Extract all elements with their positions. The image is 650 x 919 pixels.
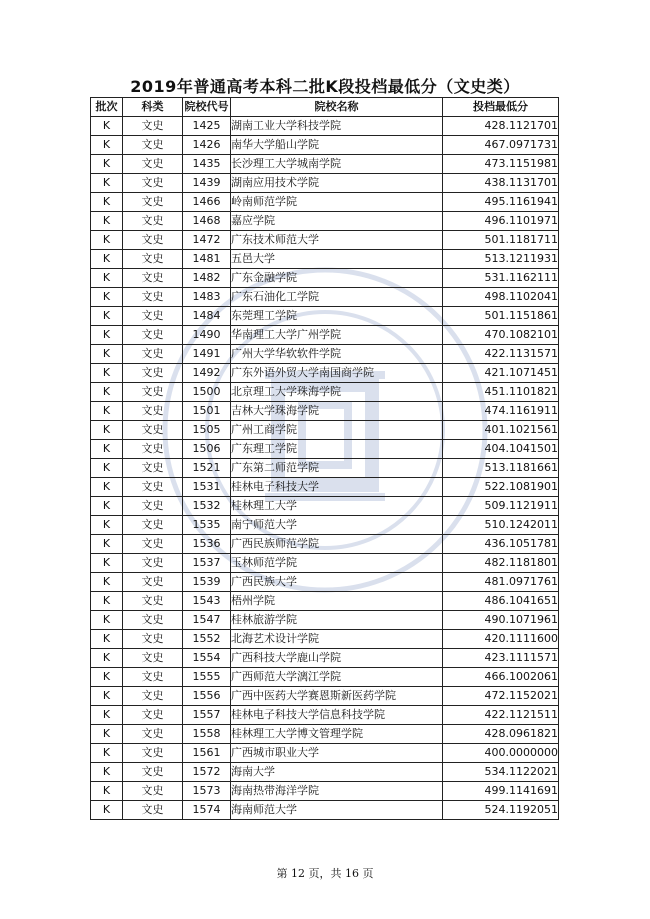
school-name-cell: 广西中医药大学赛恩斯新医药学院 xyxy=(231,687,443,706)
school-name-cell: 北海艺术设计学院 xyxy=(231,630,443,649)
table-row xyxy=(91,706,559,725)
batch-cell: K xyxy=(91,250,123,269)
score-table xyxy=(90,97,559,820)
table-row xyxy=(91,573,559,592)
min-score-cell: 467.0971731 xyxy=(443,136,559,155)
school-name-cell: 广东金融学院 xyxy=(231,269,443,288)
min-score-cell: 501.1151861 xyxy=(443,307,559,326)
school-name-cell: 南宁师范大学 xyxy=(231,516,443,535)
subject-cell: 文史 xyxy=(123,421,183,440)
subject-cell: 文史 xyxy=(123,782,183,801)
code-cell: 1557 xyxy=(183,706,231,725)
table-row xyxy=(91,155,559,174)
min-score-cell: 513.1181661 xyxy=(443,459,559,478)
subject-cell: 文史 xyxy=(123,725,183,744)
code-cell: 1500 xyxy=(183,383,231,402)
code-cell: 1536 xyxy=(183,535,231,554)
school-name-cell: 海南大学 xyxy=(231,763,443,782)
batch-cell: K xyxy=(91,288,123,307)
table-row xyxy=(91,801,559,820)
batch-cell: K xyxy=(91,136,123,155)
min-score-cell: 534.1122021 xyxy=(443,763,559,782)
subject-cell: 文史 xyxy=(123,478,183,497)
code-cell: 1531 xyxy=(183,478,231,497)
subject-cell: 文史 xyxy=(123,611,183,630)
school-name-cell: 桂林理工大学 xyxy=(231,497,443,516)
min-score-cell: 436.1051781 xyxy=(443,535,559,554)
code-cell: 1505 xyxy=(183,421,231,440)
school-name-cell: 长沙理工大学城南学院 xyxy=(231,155,443,174)
min-score-cell: 420.1111600 xyxy=(443,630,559,649)
subject-cell: 文史 xyxy=(123,744,183,763)
subject-cell: 文史 xyxy=(123,516,183,535)
school-name-cell: 广西城市职业大学 xyxy=(231,744,443,763)
min-score-cell: 495.1161941 xyxy=(443,193,559,212)
min-score-cell: 472.1152021 xyxy=(443,687,559,706)
code-cell: 1468 xyxy=(183,212,231,231)
batch-cell: K xyxy=(91,231,123,250)
batch-cell: K xyxy=(91,649,123,668)
min-score-cell: 513.1211931 xyxy=(443,250,559,269)
school-name-cell: 广州大学华软软件学院 xyxy=(231,345,443,364)
batch-cell: K xyxy=(91,440,123,459)
school-name-cell: 桂林理工大学博文管理学院 xyxy=(231,725,443,744)
code-cell: 1537 xyxy=(183,554,231,573)
min-score-cell: 422.1121511 xyxy=(443,706,559,725)
school-name-cell: 五邑大学 xyxy=(231,250,443,269)
code-cell: 1543 xyxy=(183,592,231,611)
subject-cell: 文史 xyxy=(123,212,183,231)
school-name-cell: 北京理工大学珠海学院 xyxy=(231,383,443,402)
school-name-cell: 南华大学船山学院 xyxy=(231,136,443,155)
table-row xyxy=(91,402,559,421)
school-name-cell: 吉林大学珠海学院 xyxy=(231,402,443,421)
school-name-cell: 广西师范大学漓江学院 xyxy=(231,668,443,687)
batch-cell: K xyxy=(91,402,123,421)
batch-cell: K xyxy=(91,421,123,440)
table-row xyxy=(91,535,559,554)
min-score-cell: 522.1081901 xyxy=(443,478,559,497)
batch-cell: K xyxy=(91,573,123,592)
page-footer: 第 12 页，共 16 页 xyxy=(276,867,374,880)
header-batch: 批次 xyxy=(91,98,123,117)
batch-cell: K xyxy=(91,706,123,725)
min-score-cell: 501.1181711 xyxy=(443,231,559,250)
code-cell: 1532 xyxy=(183,497,231,516)
min-score-cell: 422.1131571 xyxy=(443,345,559,364)
min-score-cell: 481.0971761 xyxy=(443,573,559,592)
min-score-cell: 524.1192051 xyxy=(443,801,559,820)
batch-cell: K xyxy=(91,174,123,193)
school-name-cell: 桂林旅游学院 xyxy=(231,611,443,630)
table-row xyxy=(91,364,559,383)
min-score-cell: 438.1131701 xyxy=(443,174,559,193)
table-row xyxy=(91,212,559,231)
subject-cell: 文史 xyxy=(123,497,183,516)
code-cell: 1552 xyxy=(183,630,231,649)
code-cell: 1501 xyxy=(183,402,231,421)
subject-cell: 文史 xyxy=(123,155,183,174)
code-cell: 1547 xyxy=(183,611,231,630)
subject-cell: 文史 xyxy=(123,383,183,402)
batch-cell: K xyxy=(91,269,123,288)
min-score-cell: 404.1041501 xyxy=(443,440,559,459)
min-score-cell: 428.1121701 xyxy=(443,117,559,136)
batch-cell: K xyxy=(91,801,123,820)
table-row xyxy=(91,516,559,535)
code-cell: 1481 xyxy=(183,250,231,269)
min-score-cell: 474.1161911 xyxy=(443,402,559,421)
school-name-cell: 广西民族师范学院 xyxy=(231,535,443,554)
school-name-cell: 岭南师范学院 xyxy=(231,193,443,212)
subject-cell: 文史 xyxy=(123,250,183,269)
subject-cell: 文史 xyxy=(123,326,183,345)
batch-cell: K xyxy=(91,345,123,364)
table-row xyxy=(91,440,559,459)
code-cell: 1483 xyxy=(183,288,231,307)
batch-cell: K xyxy=(91,744,123,763)
school-name-cell: 桂林电子科技大学信息科技学院 xyxy=(231,706,443,725)
table-row xyxy=(91,725,559,744)
code-cell: 1554 xyxy=(183,649,231,668)
code-cell: 1574 xyxy=(183,801,231,820)
school-name-cell: 广东技术师范大学 xyxy=(231,231,443,250)
table-row xyxy=(91,250,559,269)
table-row xyxy=(91,782,559,801)
min-score-cell: 423.1111571 xyxy=(443,649,559,668)
table-row xyxy=(91,744,559,763)
batch-cell: K xyxy=(91,383,123,402)
table-row xyxy=(91,592,559,611)
code-cell: 1539 xyxy=(183,573,231,592)
code-cell: 1572 xyxy=(183,763,231,782)
subject-cell: 文史 xyxy=(123,554,183,573)
table-row xyxy=(91,687,559,706)
min-score-cell: 401.1021561 xyxy=(443,421,559,440)
batch-cell: K xyxy=(91,497,123,516)
school-name-cell: 广西科技大学鹿山学院 xyxy=(231,649,443,668)
subject-cell: 文史 xyxy=(123,136,183,155)
school-name-cell: 湖南工业大学科技学院 xyxy=(231,117,443,136)
batch-cell: K xyxy=(91,326,123,345)
subject-cell: 文史 xyxy=(123,117,183,136)
table-row xyxy=(91,193,559,212)
min-score-cell: 486.1041651 xyxy=(443,592,559,611)
header-code: 院校代号 xyxy=(183,98,231,117)
code-cell: 1535 xyxy=(183,516,231,535)
min-score-cell: 510.1242011 xyxy=(443,516,559,535)
table-row xyxy=(91,649,559,668)
school-name-cell: 华南理工大学广州学院 xyxy=(231,326,443,345)
subject-cell: 文史 xyxy=(123,668,183,687)
header-subject: 科类 xyxy=(123,98,183,117)
min-score-cell: 490.1071961 xyxy=(443,611,559,630)
code-cell: 1490 xyxy=(183,326,231,345)
school-name-cell: 广东外语外贸大学南国商学院 xyxy=(231,364,443,383)
table-row xyxy=(91,630,559,649)
batch-cell: K xyxy=(91,782,123,801)
code-cell: 1426 xyxy=(183,136,231,155)
code-cell: 1472 xyxy=(183,231,231,250)
school-name-cell: 海南热带海洋学院 xyxy=(231,782,443,801)
code-cell: 1555 xyxy=(183,668,231,687)
header-score: 投档最低分 xyxy=(443,98,559,117)
batch-cell: K xyxy=(91,535,123,554)
code-cell: 1435 xyxy=(183,155,231,174)
table-row xyxy=(91,763,559,782)
subject-cell: 文史 xyxy=(123,763,183,782)
batch-cell: K xyxy=(91,516,123,535)
table-row xyxy=(91,459,559,478)
batch-cell: K xyxy=(91,725,123,744)
batch-cell: K xyxy=(91,611,123,630)
code-cell: 1425 xyxy=(183,117,231,136)
code-cell: 1484 xyxy=(183,307,231,326)
table-body xyxy=(91,117,559,820)
min-score-cell: 496.1101971 xyxy=(443,212,559,231)
school-name-cell: 湖南应用技术学院 xyxy=(231,174,443,193)
subject-cell: 文史 xyxy=(123,649,183,668)
batch-cell: K xyxy=(91,554,123,573)
school-name-cell: 广西民族大学 xyxy=(231,573,443,592)
table-row xyxy=(91,117,559,136)
table-row xyxy=(91,497,559,516)
batch-cell: K xyxy=(91,630,123,649)
code-cell: 1491 xyxy=(183,345,231,364)
subject-cell: 文史 xyxy=(123,630,183,649)
header-name: 院校名称 xyxy=(231,98,443,117)
min-score-cell: 473.1151981 xyxy=(443,155,559,174)
batch-cell: K xyxy=(91,155,123,174)
min-score-cell: 531.1162111 xyxy=(443,269,559,288)
table-row xyxy=(91,554,559,573)
code-cell: 1506 xyxy=(183,440,231,459)
school-name-cell: 东莞理工学院 xyxy=(231,307,443,326)
min-score-cell: 498.1102041 xyxy=(443,288,559,307)
subject-cell: 文史 xyxy=(123,231,183,250)
subject-cell: 文史 xyxy=(123,535,183,554)
subject-cell: 文史 xyxy=(123,402,183,421)
subject-cell: 文史 xyxy=(123,174,183,193)
min-score-cell: 466.1002061 xyxy=(443,668,559,687)
min-score-cell: 428.0961821 xyxy=(443,725,559,744)
min-score-cell: 451.1101821 xyxy=(443,383,559,402)
table-row xyxy=(91,383,559,402)
subject-cell: 文史 xyxy=(123,364,183,383)
code-cell: 1439 xyxy=(183,174,231,193)
school-name-cell: 嘉应学院 xyxy=(231,212,443,231)
school-name-cell: 广东石油化工学院 xyxy=(231,288,443,307)
batch-cell: K xyxy=(91,668,123,687)
code-cell: 1521 xyxy=(183,459,231,478)
code-cell: 1558 xyxy=(183,725,231,744)
table-row xyxy=(91,326,559,345)
code-cell: 1561 xyxy=(183,744,231,763)
table-row xyxy=(91,478,559,497)
school-name-cell: 广东理工学院 xyxy=(231,440,443,459)
batch-cell: K xyxy=(91,478,123,497)
subject-cell: 文史 xyxy=(123,592,183,611)
table-header-row xyxy=(91,98,559,117)
table-row xyxy=(91,269,559,288)
subject-cell: 文史 xyxy=(123,193,183,212)
table-row xyxy=(91,668,559,687)
subject-cell: 文史 xyxy=(123,269,183,288)
school-name-cell: 广州工商学院 xyxy=(231,421,443,440)
subject-cell: 文史 xyxy=(123,573,183,592)
table-row xyxy=(91,136,559,155)
code-cell: 1482 xyxy=(183,269,231,288)
batch-cell: K xyxy=(91,117,123,136)
min-score-cell: 499.1141691 xyxy=(443,782,559,801)
code-cell: 1492 xyxy=(183,364,231,383)
table-row xyxy=(91,611,559,630)
code-cell: 1466 xyxy=(183,193,231,212)
batch-cell: K xyxy=(91,687,123,706)
school-name-cell: 玉林师范学院 xyxy=(231,554,443,573)
subject-cell: 文史 xyxy=(123,307,183,326)
batch-cell: K xyxy=(91,212,123,231)
batch-cell: K xyxy=(91,307,123,326)
min-score-cell: 509.1121911 xyxy=(443,497,559,516)
min-score-cell: 470.1082101 xyxy=(443,326,559,345)
table-row xyxy=(91,345,559,364)
subject-cell: 文史 xyxy=(123,706,183,725)
code-cell: 1556 xyxy=(183,687,231,706)
batch-cell: K xyxy=(91,459,123,478)
table-row xyxy=(91,174,559,193)
subject-cell: 文史 xyxy=(123,459,183,478)
subject-cell: 文史 xyxy=(123,440,183,459)
subject-cell: 文史 xyxy=(123,288,183,307)
batch-cell: K xyxy=(91,193,123,212)
subject-cell: 文史 xyxy=(123,801,183,820)
min-score-cell: 400.0000000 xyxy=(443,744,559,763)
batch-cell: K xyxy=(91,364,123,383)
school-name-cell: 梧州学院 xyxy=(231,592,443,611)
table-row xyxy=(91,231,559,250)
batch-cell: K xyxy=(91,763,123,782)
subject-cell: 文史 xyxy=(123,687,183,706)
batch-cell: K xyxy=(91,592,123,611)
table-row xyxy=(91,288,559,307)
min-score-cell: 482.1181801 xyxy=(443,554,559,573)
school-name-cell: 海南师范大学 xyxy=(231,801,443,820)
code-cell: 1573 xyxy=(183,782,231,801)
min-score-cell: 421.1071451 xyxy=(443,364,559,383)
school-name-cell: 桂林电子科技大学 xyxy=(231,478,443,497)
page-title: 2019年普通高考本科二批K段投档最低分（文史类） xyxy=(130,77,520,96)
table-row xyxy=(91,307,559,326)
school-name-cell: 广东第二师范学院 xyxy=(231,459,443,478)
table-row xyxy=(91,421,559,440)
subject-cell: 文史 xyxy=(123,345,183,364)
